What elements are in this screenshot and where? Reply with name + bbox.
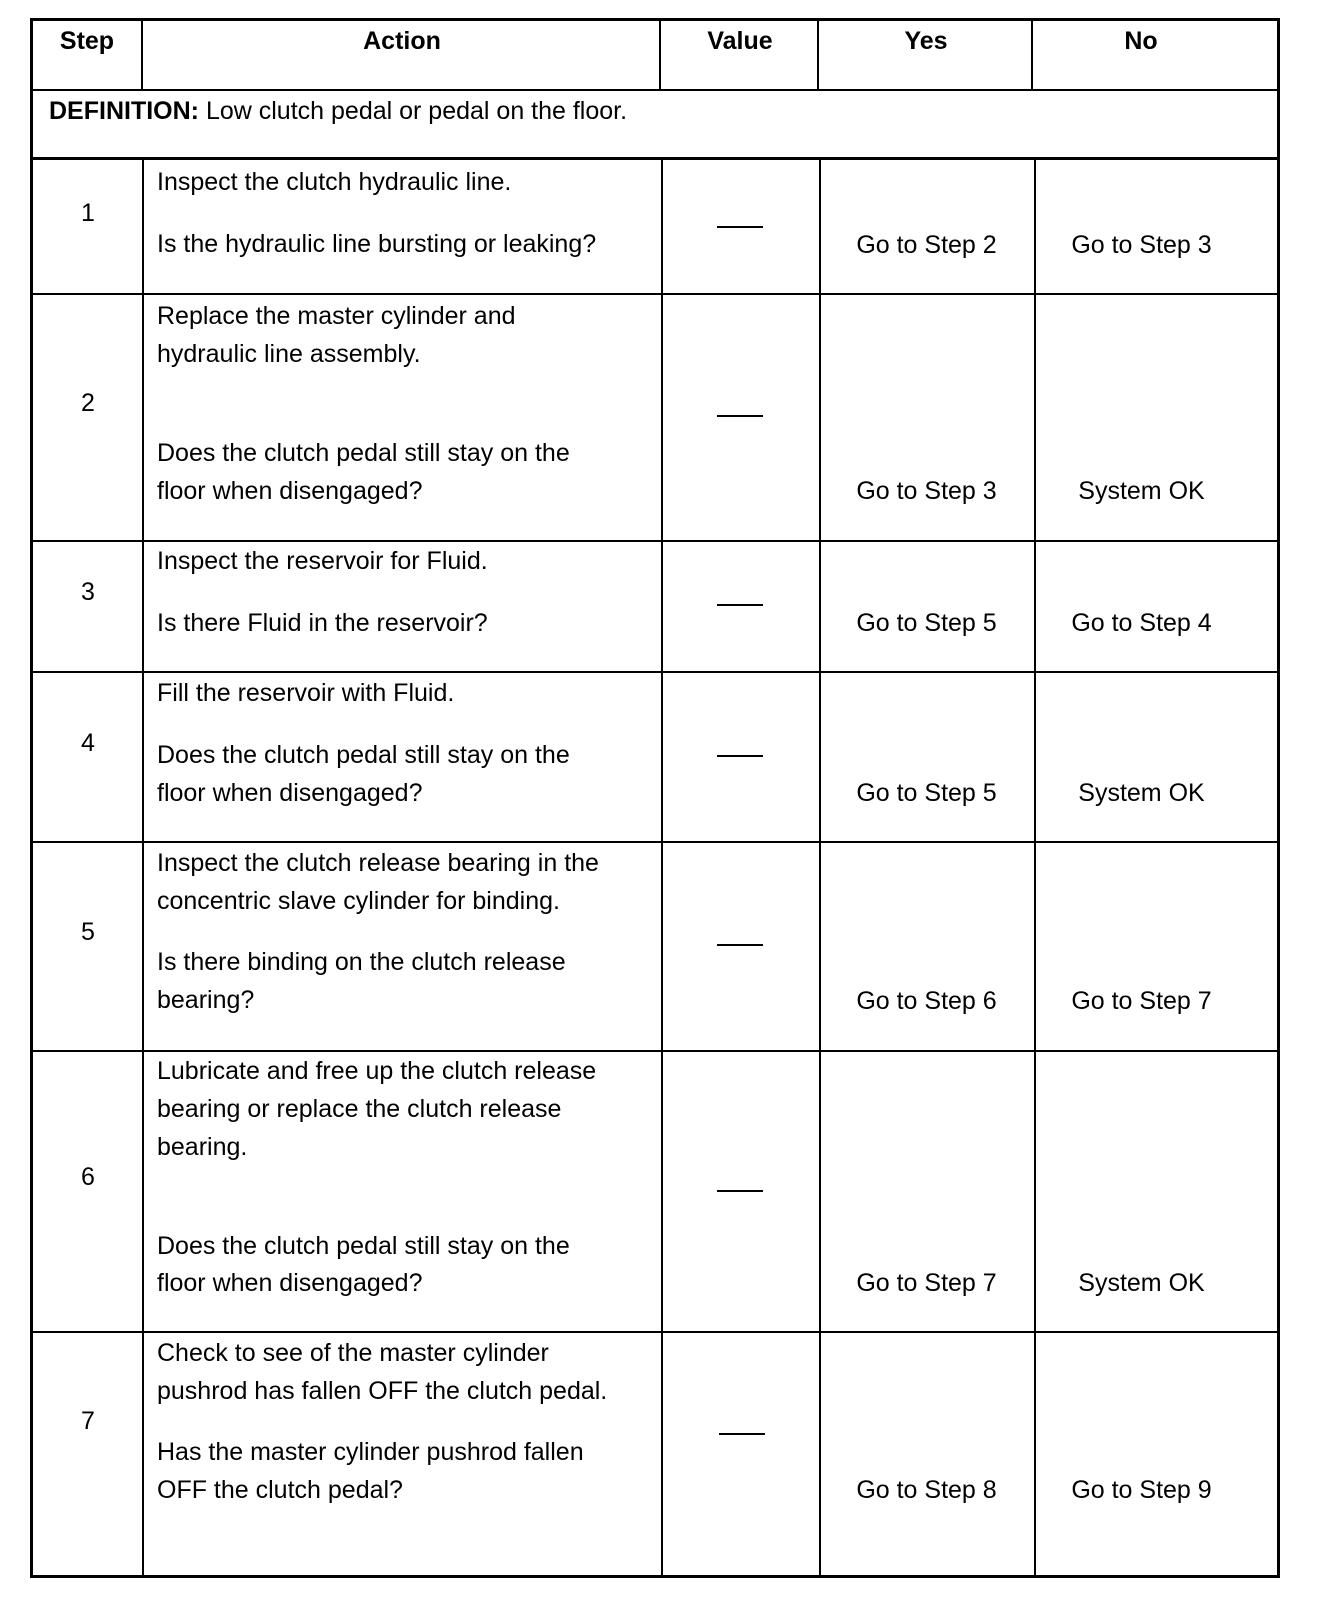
action-text: Replace the master cylinder and [157, 302, 516, 330]
value-dash [717, 226, 763, 228]
no-result: Go to Step 3 [1071, 231, 1212, 259]
action-text: hydraulic line assembly. [157, 340, 421, 368]
action-question: Does the clutch pedal still stay on the [157, 1232, 570, 1260]
yes-result: Go to Step 5 [856, 779, 997, 807]
action-text: Inspect the reservoir for Fluid. [157, 547, 488, 575]
step-number: 2 [81, 389, 95, 417]
step-number: 6 [81, 1163, 95, 1191]
step-number: 3 [81, 578, 95, 606]
action-text: bearing. [157, 1133, 248, 1161]
yes-result: Go to Step 8 [856, 1476, 997, 1504]
no-result: Go to Step 9 [1071, 1476, 1212, 1504]
yes-result: Go to Step 2 [856, 231, 997, 259]
action-question: Does the clutch pedal still stay on the [157, 439, 570, 467]
action-question: bearing? [157, 986, 255, 1014]
action-text: bearing or replace the clutch release [157, 1095, 562, 1123]
yes-result: Go to Step 6 [856, 987, 997, 1015]
step-number: 1 [81, 199, 95, 227]
value-dash [717, 604, 763, 606]
action-text: Check to see of the master cylinder [157, 1339, 549, 1367]
action-question: floor when disengaged? [157, 779, 423, 807]
yes-result: Go to Step 7 [856, 1269, 997, 1297]
header-action: Action [363, 27, 441, 55]
value-dash [719, 1433, 765, 1435]
definition-label: DEFINITION: [49, 97, 199, 125]
action-text: pushrod has fallen OFF the clutch pedal. [157, 1377, 608, 1405]
no-result: Go to Step 7 [1071, 987, 1212, 1015]
definition [49, 97, 627, 126]
action-question: floor when disengaged? [157, 477, 423, 505]
action-text: Inspect the clutch release bearing in the [157, 849, 599, 877]
value-dash [717, 944, 763, 946]
header-yes: Yes [904, 27, 948, 55]
diagnostic-table [30, 18, 1280, 1578]
action-question: OFF the clutch pedal? [157, 1476, 403, 1504]
value-dash [717, 1190, 763, 1192]
header-step: Step [59, 27, 115, 55]
header-value: Value [707, 27, 773, 55]
action-text: Fill the reservoir with Fluid. [157, 679, 455, 707]
action-question: Is the hydraulic line bursting or leaking? [157, 230, 597, 258]
header-no: No [1124, 27, 1158, 55]
definition-text: Low clutch pedal or pedal on the floor. [199, 97, 628, 125]
action-question: floor when disengaged? [157, 1269, 423, 1297]
no-result: System OK [1078, 1269, 1205, 1297]
value-dash [717, 755, 763, 757]
step-number: 7 [81, 1407, 95, 1435]
no-result: Go to Step 4 [1071, 609, 1212, 637]
action-question: Has the master cylinder pushrod fallen [157, 1438, 584, 1466]
value-dash [717, 415, 763, 417]
action-text: Inspect the clutch hydraulic line. [157, 168, 512, 196]
action-question: Is there Fluid in the reservoir? [157, 609, 488, 637]
step-number: 4 [81, 729, 95, 757]
yes-result: Go to Step 5 [856, 609, 997, 637]
action-question: Does the clutch pedal still stay on the [157, 741, 570, 769]
step-number: 5 [81, 918, 95, 946]
yes-result: Go to Step 3 [856, 477, 997, 505]
no-result: System OK [1078, 477, 1205, 505]
no-result: System OK [1078, 779, 1205, 807]
action-text: Lubricate and free up the clutch release [157, 1057, 597, 1085]
action-question: Is there binding on the clutch release [157, 948, 566, 976]
action-text: concentric slave cylinder for binding. [157, 887, 560, 915]
